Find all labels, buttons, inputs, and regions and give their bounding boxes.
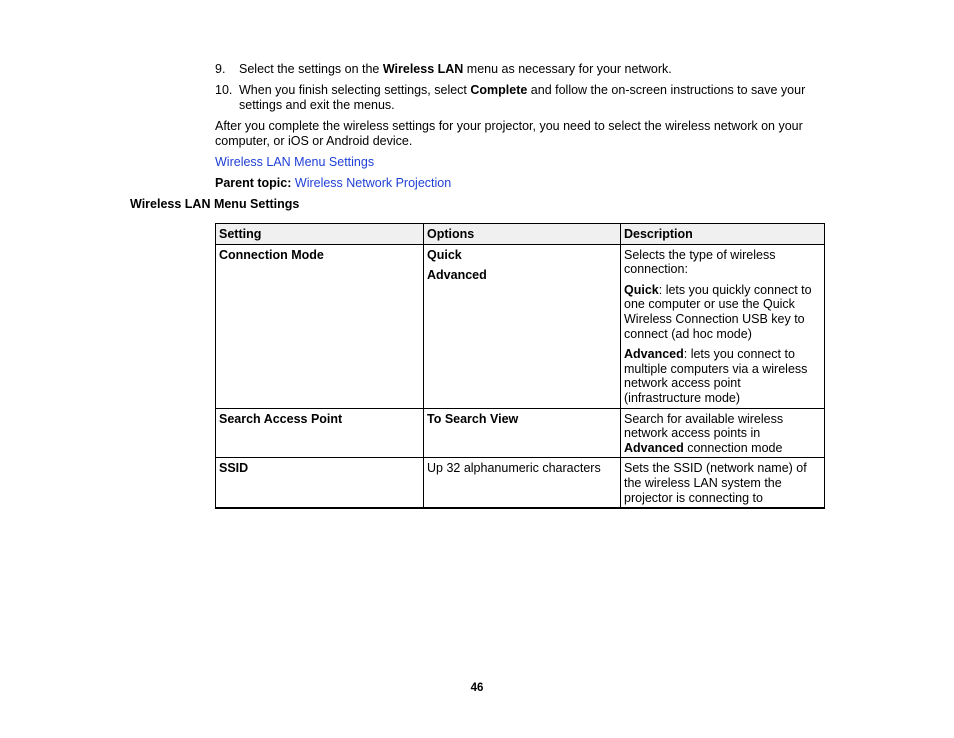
- options-cell: [424, 244, 621, 408]
- step-text-pre: When you finish selecting settings, select: [239, 83, 471, 97]
- options-cell: [424, 408, 621, 458]
- term-definition: : lets you quickly connect to one computer or use the Quick Wireless Connection USB key to connect (ad hoc mode): [624, 282, 812, 341]
- setting-name: Search Access Point: [219, 411, 343, 426]
- table-header-row: [216, 224, 825, 245]
- menu-name: Wireless LAN: [382, 62, 464, 76]
- term: Advanced: [624, 440, 684, 455]
- step-text-pre: Select the settings on the: [239, 62, 383, 76]
- wireless-lan-menu-settings-link[interactable]: Wireless LAN Menu Settings: [215, 155, 375, 169]
- description-cell: [621, 244, 825, 408]
- parent-topic-label: Parent topic:: [215, 176, 292, 190]
- term: Quick: [624, 282, 659, 297]
- description-quick: [624, 283, 821, 341]
- step-text-post: and follow the on-screen instructions to save your settings and exit the menus.: [239, 83, 806, 112]
- parent-topic: [215, 176, 451, 191]
- menu-option-name: Complete: [470, 83, 528, 97]
- option-label: Quick: [427, 247, 462, 262]
- option-quick: [427, 248, 617, 263]
- description-text: Search for available wireless network access points in: [624, 411, 784, 441]
- table-row: [216, 408, 825, 458]
- option-advanced: [427, 268, 617, 283]
- step-number: 9.: [215, 62, 226, 76]
- option-label: To Search View: [427, 411, 519, 426]
- setting-cell: [216, 458, 424, 508]
- description-cell: [621, 408, 825, 458]
- wireless-network-projection-link[interactable]: Wireless Network Projection: [294, 176, 452, 190]
- options-cell: Up 32 alphanumeric characters: [424, 458, 621, 508]
- section-heading: Wireless LAN Menu Settings: [130, 197, 300, 211]
- step-text: [239, 62, 819, 77]
- step-number: 10.: [215, 83, 233, 97]
- description-text: connection mode: [683, 440, 783, 455]
- term: Advanced: [624, 347, 684, 362]
- description-advanced: [624, 347, 821, 405]
- step-9: [215, 62, 835, 78]
- table-row: [216, 458, 825, 508]
- step-10: [215, 83, 835, 115]
- setting-cell: [216, 244, 424, 408]
- step-text-post: menu as necessary for your network.: [463, 62, 672, 76]
- header-description: Description: [621, 224, 825, 245]
- term-definition: : lets you connect to multiple computers via a wireless network access point (infrastructure mode): [624, 347, 808, 405]
- setting-name: Connection Mode: [219, 247, 324, 262]
- header-setting: Setting: [216, 224, 424, 245]
- related-link-row: [215, 155, 374, 170]
- description-intro: Selects the type of wireless connection:: [624, 247, 776, 277]
- option-label: Advanced: [427, 268, 487, 283]
- page-number: 46: [470, 682, 484, 694]
- settings-table: [215, 223, 825, 509]
- setting-cell: [216, 408, 424, 458]
- description-cell: Sets the SSID (network name) of the wireless LAN system the projector is connecting to: [621, 458, 825, 508]
- setting-name: SSID: [219, 461, 249, 476]
- table-row: [216, 244, 825, 408]
- after-paragraph: After you complete the wireless settings for your projector, you need to select the wireless network on your computer, or iOS or Android device.: [215, 119, 803, 148]
- step-text: [239, 83, 819, 112]
- header-options: Options: [424, 224, 621, 245]
